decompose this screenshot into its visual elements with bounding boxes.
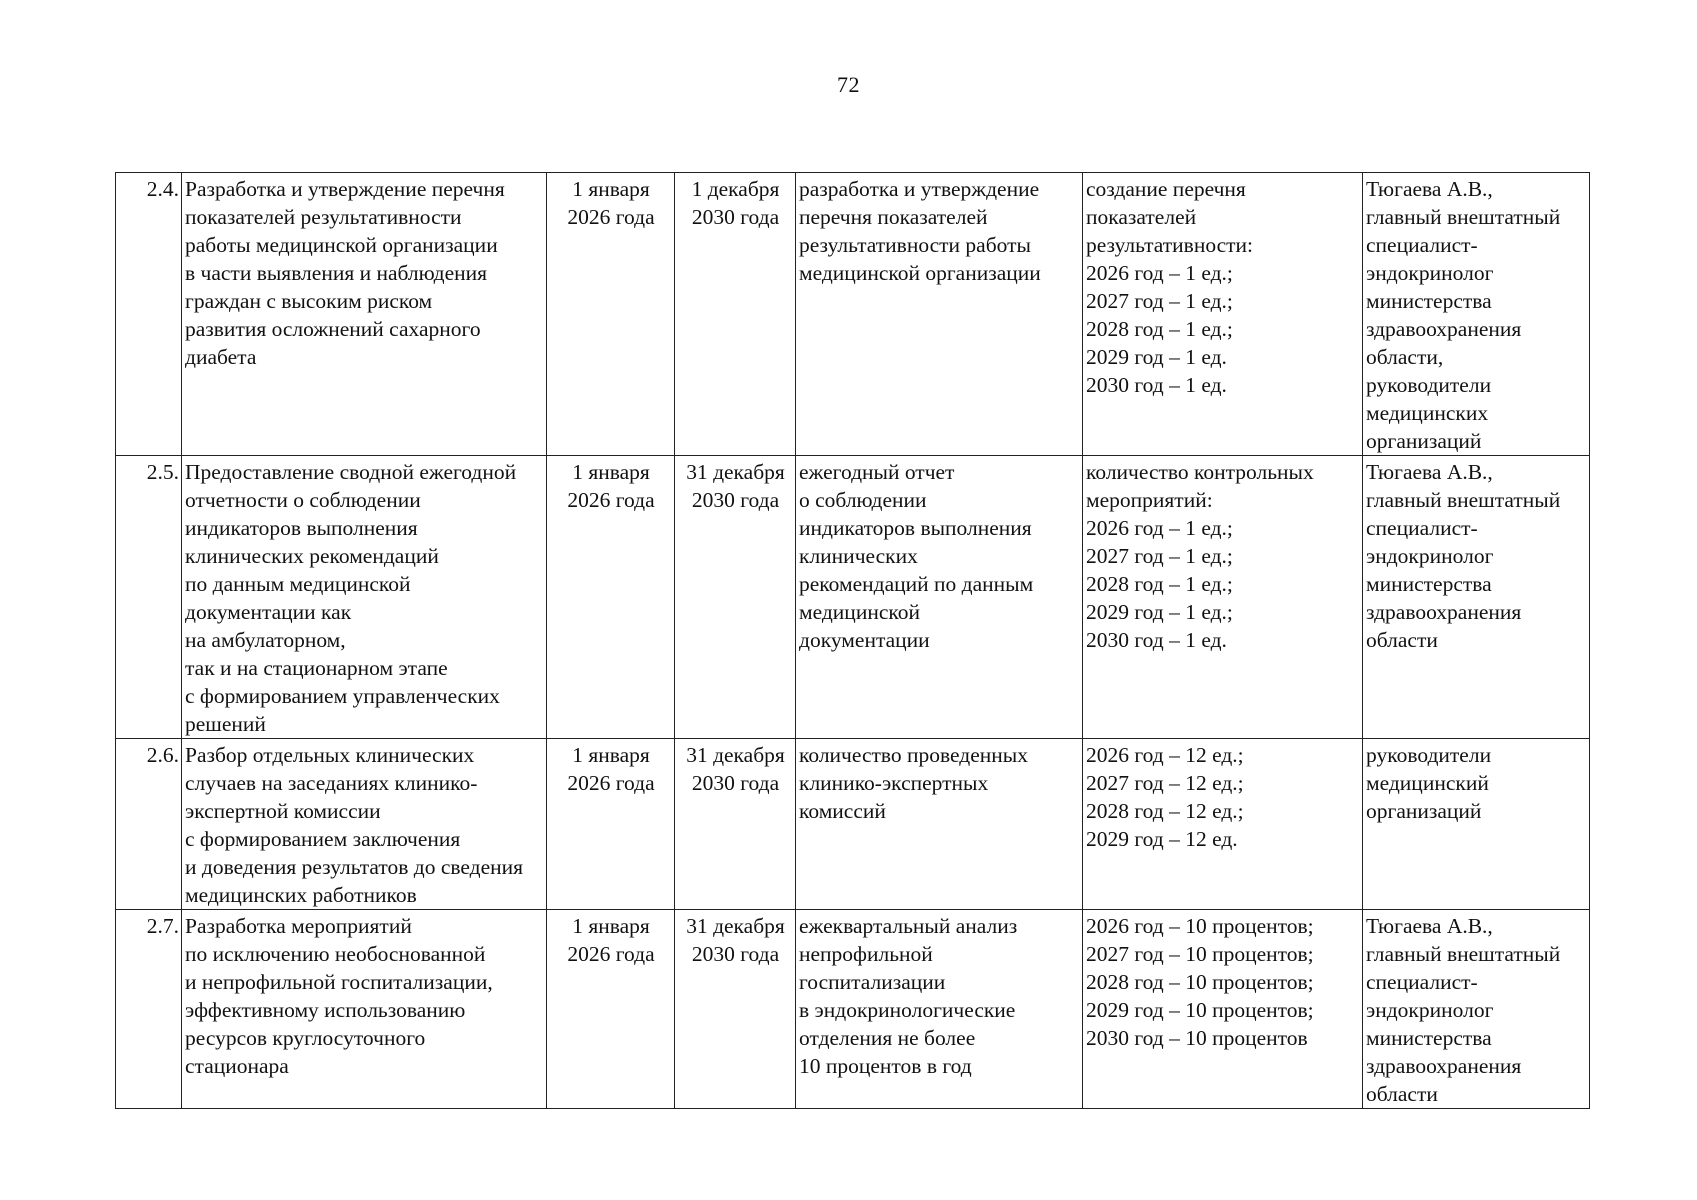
start-date-cell: 1 января 2026 года [547,739,675,910]
responsible-cell: Тюгаева А.В., главный внештатный специалист- эндокринолог министерства здравоохранения области [1363,456,1590,739]
result-cell: количество проведенных клинико-экспертных комиссий [796,739,1083,910]
indicator-cell: создание перечня показателей результативности: 2026 год – 1 ед.; 2027 год – 1 ед.; 2028 год – 1 ед.; 2029 год – 1 ед. 2030 год – 1 ед. [1083,173,1363,456]
end-date-cell: 31 декабря 2030 года [675,910,796,1109]
result-cell: разработка и утверждение перечня показателей результативности работы медицинской организации [796,173,1083,456]
table-row [116,739,1590,910]
action-plan-table [115,172,1590,1109]
start-date-cell: 1 января 2026 года [547,910,675,1109]
action-cell: Предоставление сводной ежегодной отчетности о соблюдении индикаторов выполнения клинических рекомендаций по данным медицинской документации как на амбулаторном, так и на стационарном этапе с формированием управленческих решений [182,456,547,739]
start-date-cell: 1 января 2026 года [547,173,675,456]
item-number-cell: 2.6. [116,739,182,910]
end-date-cell: 1 декабря 2030 года [675,173,796,456]
end-date-cell: 31 декабря 2030 года [675,456,796,739]
page-number: 72 [837,72,860,97]
responsible-cell: Тюгаева А.В., главный внештатный специалист- эндокринолог министерства здравоохранения области [1363,910,1590,1109]
item-number-cell: 2.4. [116,173,182,456]
action-cell: Разбор отдельных клинических случаев на заседаниях клинико- экспертной комиссии с формированием заключения и доведения результатов до сведения медицинских работников [182,739,547,910]
action-cell: Разработка и утверждение перечня показателей результативности работы медицинской организации в части выявления и наблюдения граждан с высоким риском развития осложнений сахарного диабета [182,173,547,456]
indicator-cell: 2026 год – 12 ед.; 2027 год – 12 ед.; 2028 год – 12 ед.; 2029 год – 12 ед. [1083,739,1363,910]
indicator-cell: количество контрольных мероприятий: 2026 год – 1 ед.; 2027 год – 1 ед.; 2028 год – 1 ед.; 2029 год – 1 ед.; 2030 год – 1 ед. [1083,456,1363,739]
responsible-cell: Тюгаева А.В., главный внештатный специалист- эндокринолог министерства здравоохранения области, руководители медицинских организаций [1363,173,1590,456]
item-number-cell: 2.5. [116,456,182,739]
responsible-cell: руководители медицинский организаций [1363,739,1590,910]
table-row [116,173,1590,456]
action-cell: Разработка мероприятий по исключению необоснованной и непрофильной госпитализации, эффективному использованию ресурсов круглосуточного стационара [182,910,547,1109]
end-date-cell: 31 декабря 2030 года [675,739,796,910]
result-cell: ежеквартальный анализ непрофильной госпитализации в эндокринологические отделения не более 10 процентов в год [796,910,1083,1109]
result-cell: ежегодный отчет о соблюдении индикаторов выполнения клинических рекомендаций по данным медицинской документации [796,456,1083,739]
start-date-cell: 1 января 2026 года [547,456,675,739]
indicator-cell: 2026 год – 10 процентов; 2027 год – 10 процентов; 2028 год – 10 процентов; 2029 год – 10 процентов; 2030 год – 10 процентов [1083,910,1363,1109]
table-row [116,456,1590,739]
item-number-cell: 2.7. [116,910,182,1109]
table-row [116,910,1590,1109]
